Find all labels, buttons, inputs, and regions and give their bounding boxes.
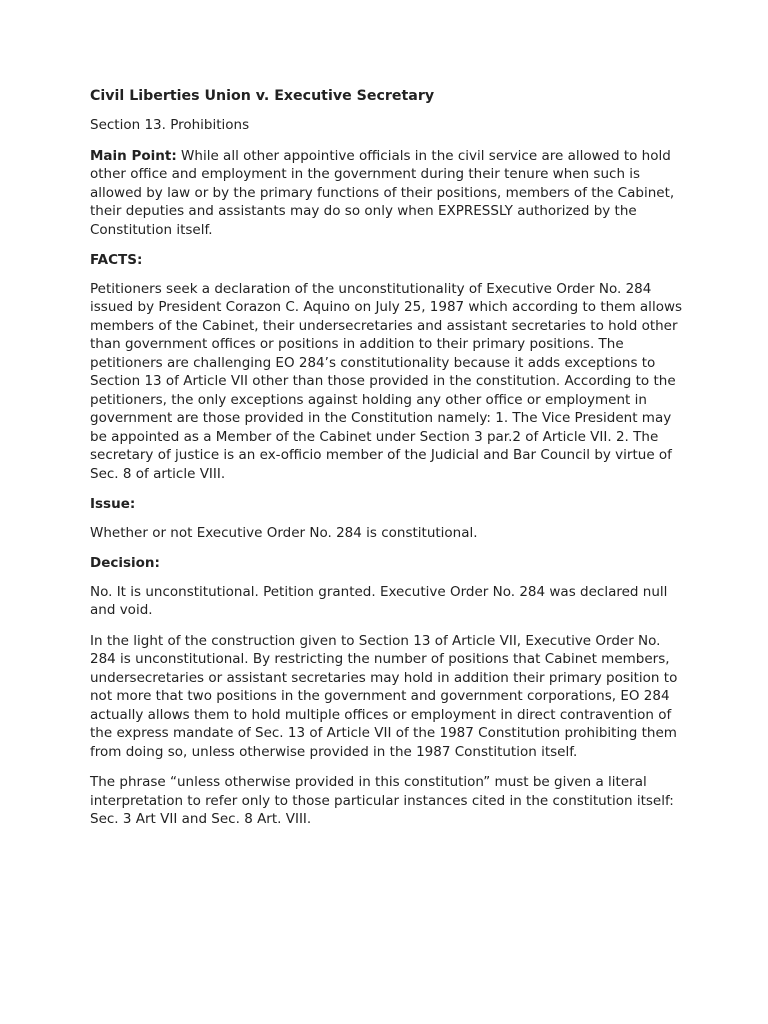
issue-heading: Issue: <box>90 496 136 512</box>
main-point-paragraph <box>90 147 690 240</box>
main-point-label: Main Point: <box>90 147 177 164</box>
section-label: Section 13. Prohibitions <box>90 117 250 133</box>
decision-heading: Decision: <box>90 555 160 571</box>
facts-heading: FACTS: <box>90 252 143 268</box>
document-page <box>90 86 690 841</box>
decision-paragraph-3: The phrase “unless otherwise provided in this constitution” must be given a literal interpretation to refer only to those particular instances cited in the constitution itself: Sec. 3 Art VII and Sec. 8 Art. VIII. <box>90 774 674 827</box>
decision-paragraph-2: In the light of the construction given to Section 13 of Article VII, Executive Order No. 284 is unconstitutional. By restricting the number of positions that Cabinet members, undersecretaries or assistant secretaries may hold in addition their primary position to not more that two positions in the government and government corporations, EO 284 actually allows them to hold multiple offices or employment in direct contravention of the express mandate of Sec. 13 of Article VII of the 1987 Constitution prohibiting them from doing so, unless otherwise provided in the 1987 Constitution itself. <box>90 632 678 760</box>
issue-paragraph: Whether or not Executive Order No. 284 is constitutional. <box>90 524 478 541</box>
main-point-text: While all other appointive officials in the civil service are allowed to hold other office and employment in the government during their tenure when such is allowed by law or by the primary functions of their positions, members of the Cabinet, their deputies and assistants may do so only when EXPRESSLY authorized by the Constitution itself. <box>90 147 675 238</box>
facts-paragraph: Petitioners seek a declaration of the unconstitutionality of Executive Order No. 284 issued by President Corazon C. Aquino on July 25, 1987 which according to them allows members of the Cabinet, their undersecretaries and assistant secretaries to hold other than government offices or positions in addition to their primary positions. The petitioners are challenging EO 284’s constitutionality because it adds exceptions to Section 13 of Article VII other than those provided in the constitution. According to the petitioners, the only exceptions against holding any other office or employment in government are those provided in the Constitution namely: 1. The Vice President may be appointed as a Member of the Cabinet under Section 3 par.2 of Article VII. 2. The secretary of justice is an ex-officio member of the Judicial and Bar Council by virtue of Sec. 8 of article VIII. <box>90 280 683 482</box>
document-title: Civil Liberties Union v. Executive Secretary <box>90 88 435 104</box>
decision-paragraph-1: No. It is unconstitutional. Petition granted. Executive Order No. 284 was declared null and void. <box>90 583 668 618</box>
